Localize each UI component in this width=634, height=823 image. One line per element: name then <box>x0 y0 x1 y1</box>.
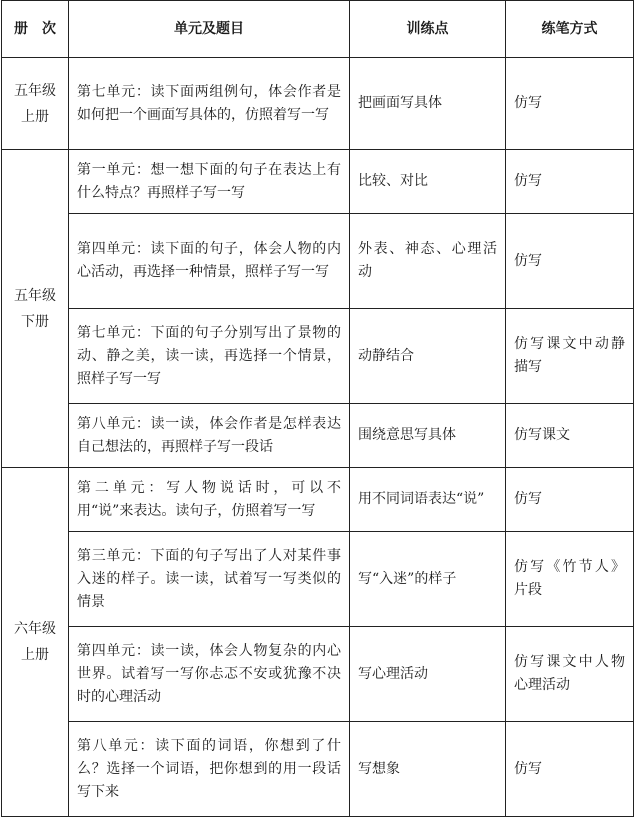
header-row <box>2 1 634 58</box>
unit-cell: 第四单元：读一读，体会人物复杂的内心世界。试着写一写你忐忑不安或犹豫不决时的心理活动 <box>69 627 350 722</box>
grade-cell: 五年级上册 <box>2 58 69 150</box>
unit-cell: 第二单元：写人物说话时，可以不用“说”来表达。读句子，仿照着写一写 <box>69 468 350 532</box>
writing-mode-cell: 仿写 <box>506 722 634 817</box>
header-writing-mode: 练笔方式 <box>506 1 634 58</box>
unit-cell: 第七单元：下面的句子分别写出了景物的动、静之美，读一读，再选择一个情景，照样子写一写 <box>69 309 350 404</box>
training-point-cell: 写心理活动 <box>350 627 506 722</box>
training-point-cell: 把画面写具体 <box>350 58 506 150</box>
table-row <box>2 150 634 214</box>
writing-practice-table <box>1 0 634 817</box>
training-point-cell: 外表、神态、心理活动 <box>350 214 506 309</box>
unit-cell: 第三单元：下面的句子写出了人对某件事入迷的样子。读一读，试着写一写类似的情景 <box>69 532 350 627</box>
grade-cell: 六年级上册 <box>2 468 69 817</box>
training-point-cell: 写“入迷”的样子 <box>350 532 506 627</box>
table-row <box>2 58 634 150</box>
table-row <box>2 309 634 404</box>
writing-mode-cell: 仿写 <box>506 214 634 309</box>
header-volume: 册 次 <box>2 1 69 58</box>
writing-mode-cell: 仿写 <box>506 58 634 150</box>
header-unit: 单元及题目 <box>69 1 350 58</box>
writing-mode-cell: 仿写课文中动静描写 <box>506 309 634 404</box>
table-row <box>2 532 634 627</box>
writing-mode-cell: 仿写课文中人物心理活动 <box>506 627 634 722</box>
training-point-cell: 比较、对比 <box>350 150 506 214</box>
table-row <box>2 627 634 722</box>
unit-cell: 第七单元：读下面两组例句，体会作者是如何把一个画面写具体的，仿照着写一写 <box>69 58 350 150</box>
training-point-cell: 用不同词语表达“说” <box>350 468 506 532</box>
writing-mode-cell: 仿写课文 <box>506 404 634 468</box>
table-row <box>2 468 634 532</box>
unit-cell: 第八单元：读一读，体会作者是怎样表达自己想法的，再照样子写一段话 <box>69 404 350 468</box>
unit-cell: 第一单元：想一想下面的句子在表达上有什么特点？再照样子写一写 <box>69 150 350 214</box>
writing-mode-cell: 仿写 <box>506 150 634 214</box>
training-point-cell: 围绕意思写具体 <box>350 404 506 468</box>
writing-mode-cell: 仿写《竹节人》片段 <box>506 532 634 627</box>
table-row <box>2 404 634 468</box>
grade-cell: 五年级下册 <box>2 150 69 468</box>
writing-mode-cell: 仿写 <box>506 468 634 532</box>
unit-cell: 第八单元：读下面的词语，你想到了什么？选择一个词语，把你想到的用一段话写下来 <box>69 722 350 817</box>
training-point-cell: 写想象 <box>350 722 506 817</box>
table-row <box>2 214 634 309</box>
unit-cell: 第四单元：读下面的句子，体会人物的内心活动，再选择一种情景，照样子写一写 <box>69 214 350 309</box>
training-point-cell: 动静结合 <box>350 309 506 404</box>
header-training-point: 训练点 <box>350 1 506 58</box>
table-row <box>2 722 634 817</box>
